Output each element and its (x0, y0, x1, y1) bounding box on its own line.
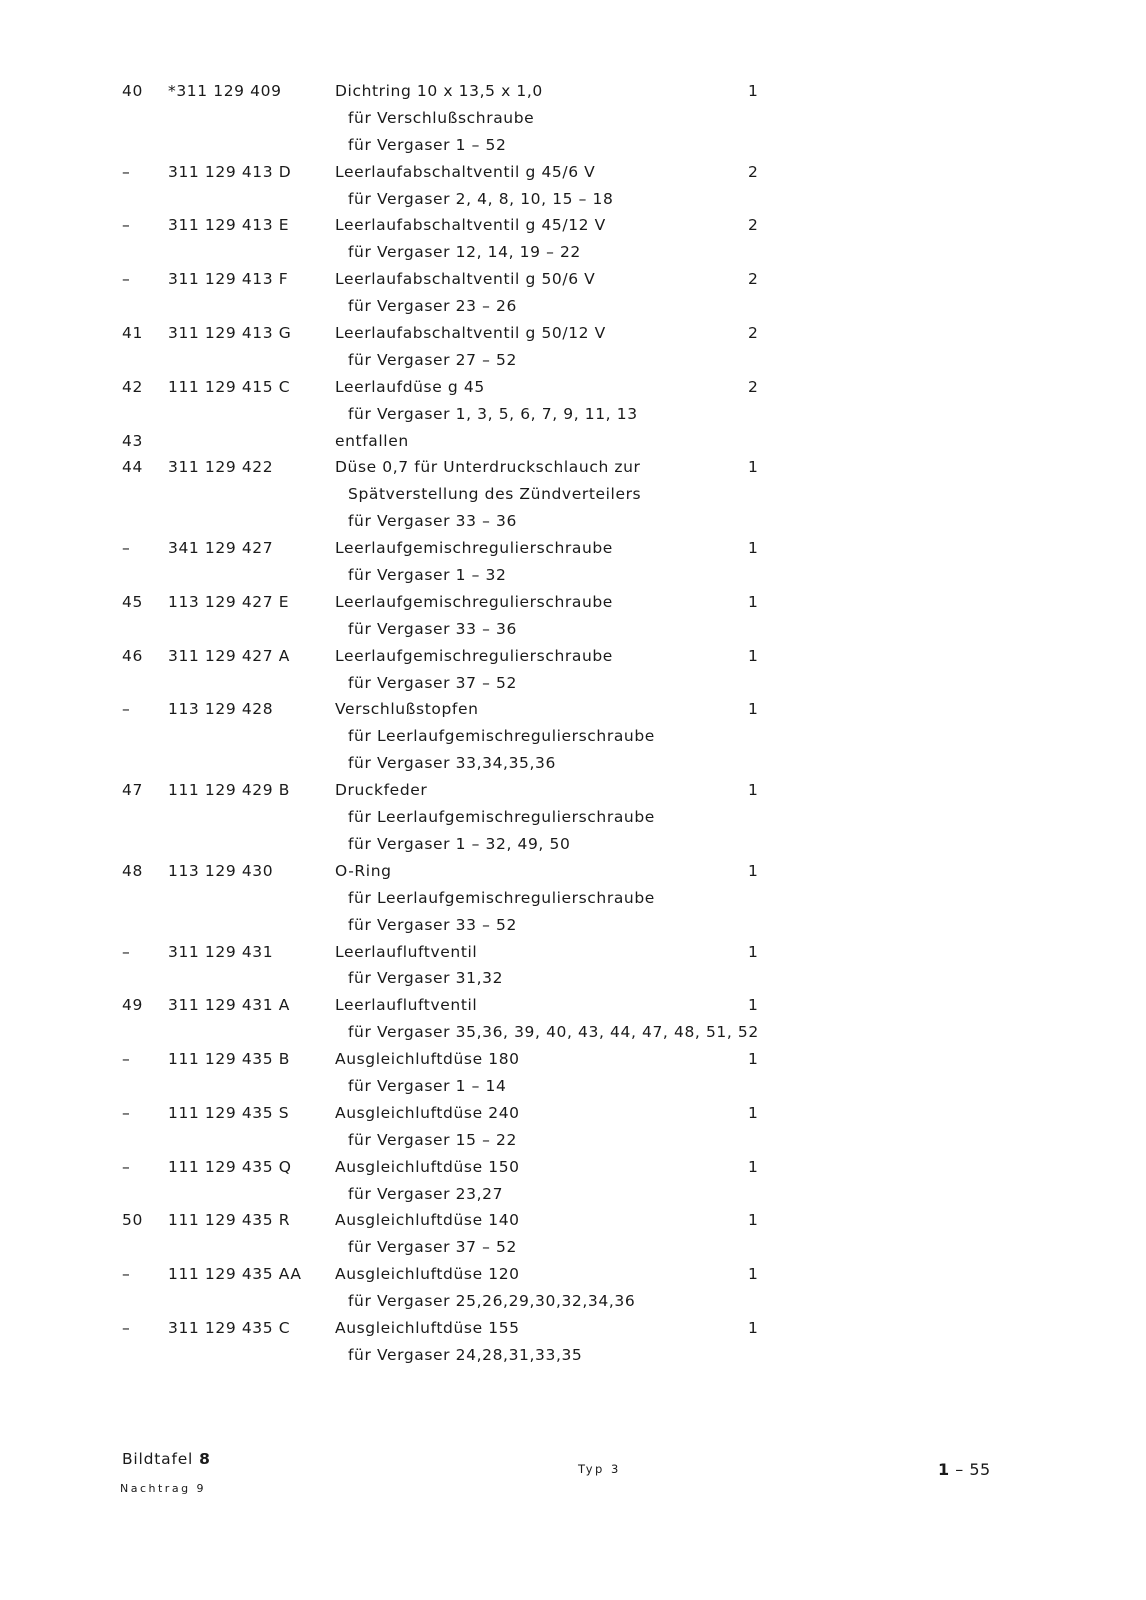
part-number: 111 129 435 S (168, 1103, 290, 1122)
note-row (0, 1234, 1146, 1261)
position-number: – (122, 700, 131, 719)
part-description: Leerlaufabschaltventil g 45/12 V (335, 216, 606, 235)
quantity: 1 (748, 458, 759, 477)
part-note: für Vergaser 31,32 (348, 969, 504, 988)
part-row (0, 320, 1146, 347)
part-row (0, 1100, 1146, 1127)
part-note: für Vergaser 1 – 14 (348, 1076, 507, 1095)
position-number: 41 (122, 324, 143, 343)
part-entry (0, 858, 1146, 939)
part-number: 311 129 427 A (168, 646, 290, 665)
part-entry (0, 939, 1146, 993)
position-number: 47 (122, 781, 143, 800)
part-row (0, 939, 1146, 966)
part-note: für Vergaser 37 – 52 (348, 1238, 517, 1257)
plate-label: Bildtafel (122, 1450, 194, 1468)
note-row (0, 239, 1146, 266)
part-note: für Vergaser 24,28,31,33,35 (348, 1345, 583, 1364)
part-note: für Vergaser 35,36, 39, 40, 43, 44, 47, 48, 51, 52 (348, 1023, 759, 1042)
part-row (0, 643, 1146, 670)
part-row (0, 1207, 1146, 1234)
part-number: 311 129 431 (168, 942, 274, 961)
part-number: 311 129 413 E (168, 216, 290, 235)
part-entry (0, 1207, 1146, 1261)
part-number: *311 129 409 (168, 82, 282, 100)
part-description: Ausgleichluftdüse 120 (335, 1265, 520, 1284)
part-number: 111 129 435 AA (168, 1265, 302, 1284)
part-entry (0, 696, 1146, 777)
part-description: Leerlaufabschaltventil g 50/6 V (335, 270, 596, 289)
part-description: Ausgleichluftdüse 150 (335, 1157, 520, 1176)
part-number: 111 129 429 B (168, 781, 290, 800)
part-number: 111 129 415 C (168, 377, 291, 396)
part-entry (0, 1100, 1146, 1154)
part-number: 111 129 435 R (168, 1211, 291, 1230)
part-description: Ausgleichluftdüse 155 (335, 1318, 520, 1337)
note-row (0, 132, 1146, 159)
part-number: 311 129 435 C (168, 1318, 291, 1337)
note-row (0, 616, 1146, 643)
part-note: für Vergaser 1 – 52 (348, 135, 507, 154)
note-row (0, 1181, 1146, 1208)
position-number: – (122, 1050, 131, 1069)
part-number: 111 129 435 Q (168, 1157, 292, 1176)
part-description: Leerlaufabschaltventil g 50/12 V (335, 324, 606, 343)
part-row (0, 992, 1146, 1019)
part-entry (0, 212, 1146, 266)
position-number: 44 (122, 458, 143, 477)
part-row (0, 212, 1146, 239)
part-description: Leerlaufgemischregulierschraube (335, 539, 613, 558)
quantity: 2 (748, 377, 759, 396)
part-row (0, 454, 1146, 481)
part-description: Ausgleichluftdüse 180 (335, 1050, 520, 1069)
position-number: 46 (122, 646, 143, 665)
part-note: für Vergaser 33 – 52 (348, 915, 517, 934)
position-number: 49 (122, 996, 143, 1015)
part-note: für Vergaser 23 – 26 (348, 297, 517, 316)
note-row (0, 804, 1146, 831)
part-note: für Vergaser 2, 4, 8, 10, 15 – 18 (348, 189, 614, 208)
part-entry (0, 1315, 1146, 1369)
part-entry (0, 454, 1146, 535)
part-entry (0, 374, 1146, 428)
part-number: 311 129 431 A (168, 996, 290, 1015)
part-number: 113 129 428 (168, 700, 274, 719)
note-row (0, 912, 1146, 939)
note-row (0, 723, 1146, 750)
note-row (0, 1288, 1146, 1315)
part-description: Leerlaufluftventil (335, 996, 478, 1015)
part-description: Druckfeder (335, 781, 428, 800)
note-row (0, 186, 1146, 213)
quantity: 2 (748, 162, 759, 181)
part-entry (0, 992, 1146, 1046)
part-note: Spätverstellung des Zündverteilers (348, 485, 642, 504)
part-number: 113 129 427 E (168, 592, 290, 611)
part-number: 311 129 413 F (168, 270, 289, 289)
part-note: für Vergaser 12, 14, 19 – 22 (348, 243, 581, 262)
plate-reference (122, 1450, 211, 1468)
position-number: 42 (122, 377, 143, 396)
quantity: 1 (748, 861, 759, 880)
quantity: 1 (748, 539, 759, 558)
part-number: 111 129 435 B (168, 1050, 290, 1069)
quantity: 1 (748, 82, 759, 100)
quantity: 1 (748, 1265, 759, 1284)
plate-number: 8 (199, 1450, 211, 1468)
page-section: 1 (938, 1460, 950, 1479)
note-row (0, 1342, 1146, 1369)
position-number: 45 (122, 592, 143, 611)
note-row (0, 965, 1146, 992)
part-row (0, 428, 1146, 455)
part-note: für Vergaser 37 – 52 (348, 673, 517, 692)
part-note: für Vergaser 1, 3, 5, 6, 7, 9, 11, 13 (348, 404, 638, 423)
part-number: 311 129 413 D (168, 162, 292, 181)
supplement-label: Nachtrag 9 (120, 1482, 207, 1495)
part-entry (0, 428, 1146, 455)
note-row (0, 562, 1146, 589)
part-description: Leerlaufluftventil (335, 942, 478, 961)
parts-list (0, 78, 1146, 1369)
position-number: 43 (122, 431, 143, 450)
part-row (0, 159, 1146, 186)
part-description: O-Ring (335, 861, 392, 880)
note-row (0, 670, 1146, 697)
part-entry (0, 1261, 1146, 1315)
part-description: Leerlaufgemischregulierschraube (335, 592, 613, 611)
quantity: 1 (748, 1103, 759, 1122)
part-entry (0, 1154, 1146, 1208)
position-number: – (122, 216, 131, 235)
part-entry (0, 266, 1146, 320)
part-note: für Vergaser 15 – 22 (348, 1130, 517, 1149)
part-entry (0, 159, 1146, 213)
quantity: 1 (748, 646, 759, 665)
part-row (0, 858, 1146, 885)
part-entry (0, 1046, 1146, 1100)
part-description: Verschlußstopfen (335, 700, 479, 719)
note-row (0, 1019, 1146, 1046)
part-description: Leerlaufabschaltventil g 45/6 V (335, 162, 596, 181)
note-row (0, 105, 1146, 132)
part-row (0, 535, 1146, 562)
note-row (0, 401, 1146, 428)
part-entry (0, 320, 1146, 374)
position-number: – (122, 942, 131, 961)
part-note: für Vergaser 33,34,35,36 (348, 754, 556, 773)
part-note: für Vergaser 33 – 36 (348, 619, 517, 638)
part-note: für Leerlaufgemischregulierschraube (348, 888, 655, 907)
quantity: 1 (748, 1318, 759, 1337)
part-entry (0, 643, 1146, 697)
part-row (0, 1261, 1146, 1288)
position-number: 48 (122, 861, 143, 880)
quantity: 1 (748, 700, 759, 719)
part-description: Ausgleichluftdüse 140 (335, 1211, 520, 1230)
note-row (0, 1073, 1146, 1100)
position-number: – (122, 270, 131, 289)
note-row (0, 831, 1146, 858)
part-row (0, 1154, 1146, 1181)
note-row (0, 347, 1146, 374)
note-row (0, 508, 1146, 535)
note-row (0, 885, 1146, 912)
part-description: Ausgleichluftdüse 240 (335, 1103, 520, 1122)
quantity: 1 (748, 1211, 759, 1230)
page-number (938, 1460, 991, 1479)
quantity: 2 (748, 216, 759, 235)
part-number: 311 129 413 G (168, 324, 292, 343)
part-number: 113 129 430 (168, 861, 274, 880)
part-row (0, 589, 1146, 616)
part-row (0, 1315, 1146, 1342)
part-note: für Vergaser 1 – 32 (348, 566, 507, 585)
note-row (0, 481, 1146, 508)
part-row (0, 78, 1146, 105)
part-description: Dichtring 10 x 13,5 x 1,0 (335, 82, 543, 100)
part-number: 341 129 427 (168, 539, 274, 558)
part-row (0, 696, 1146, 723)
note-row (0, 293, 1146, 320)
part-note: für Vergaser 33 – 36 (348, 512, 517, 531)
quantity: 2 (748, 324, 759, 343)
part-number: 311 129 422 (168, 458, 274, 477)
part-note: für Vergaser 1 – 32, 49, 50 (348, 834, 571, 853)
part-row (0, 777, 1146, 804)
part-entry (0, 535, 1146, 589)
note-row (0, 1127, 1146, 1154)
position-number: 40 (122, 82, 143, 100)
note-row (0, 750, 1146, 777)
part-description: Düse 0,7 für Unterdruckschlauch zur (335, 458, 641, 477)
part-note: für Leerlaufgemischregulierschraube (348, 727, 655, 746)
part-row (0, 374, 1146, 401)
quantity: 1 (748, 781, 759, 800)
quantity: 1 (748, 592, 759, 611)
part-row (0, 266, 1146, 293)
part-note: für Vergaser 23,27 (348, 1184, 504, 1203)
part-note: für Leerlaufgemischregulierschraube (348, 808, 655, 827)
page-index: – 55 (949, 1460, 991, 1479)
vehicle-type: Typ 3 (578, 1462, 621, 1476)
part-description: Leerlaufgemischregulierschraube (335, 646, 613, 665)
quantity: 1 (748, 996, 759, 1015)
part-entry (0, 589, 1146, 643)
position-number: – (122, 539, 131, 558)
part-entry (0, 78, 1146, 159)
position-number: – (122, 1103, 131, 1122)
part-description: Leerlaufdüse g 45 (335, 377, 485, 396)
position-number: 50 (122, 1211, 143, 1230)
quantity: 1 (748, 1050, 759, 1069)
part-note: für Vergaser 25,26,29,30,32,34,36 (348, 1292, 636, 1311)
part-note: für Vergaser 27 – 52 (348, 350, 517, 369)
part-row (0, 1046, 1146, 1073)
quantity: 1 (748, 942, 759, 961)
position-number: – (122, 162, 131, 181)
position-number: – (122, 1157, 131, 1176)
quantity: 1 (748, 1157, 759, 1176)
position-number: – (122, 1265, 131, 1284)
quantity: 2 (748, 270, 759, 289)
part-description: entfallen (335, 431, 409, 450)
part-entry (0, 777, 1146, 858)
part-note: für Verschlußschraube (348, 108, 535, 127)
position-number: – (122, 1318, 131, 1337)
